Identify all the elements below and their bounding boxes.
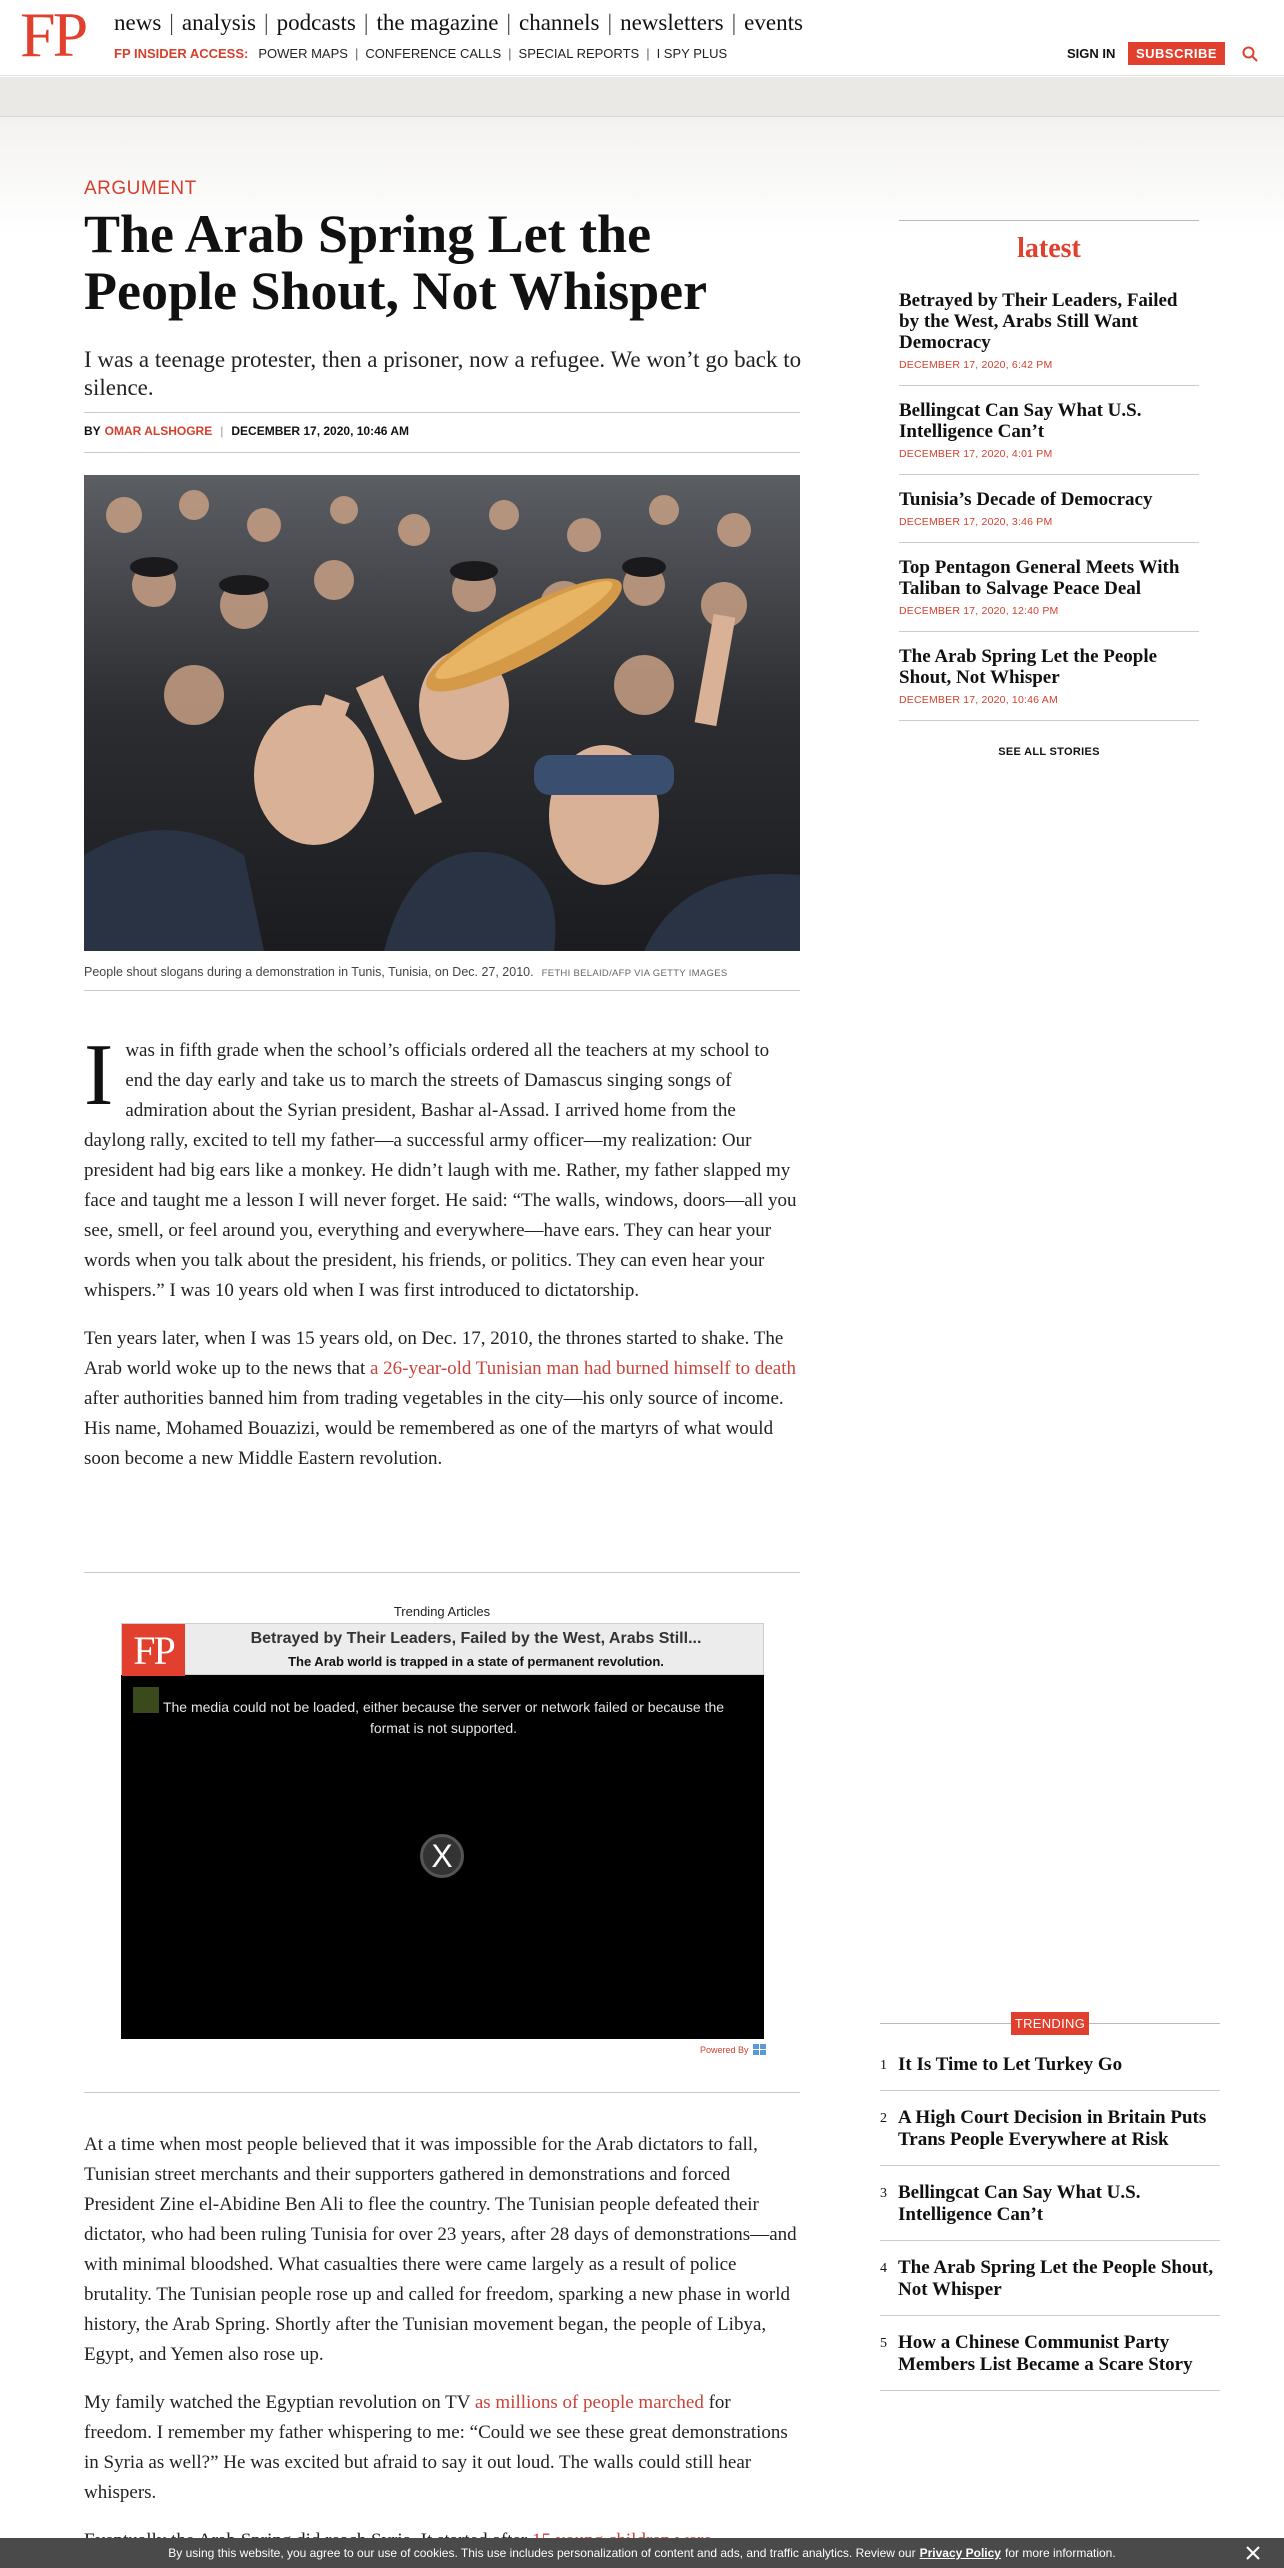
latest-list [899,290,1199,735]
trending-item-title[interactable]: The Arab Spring Let the People Shout, Not Whisper [898,2257,1214,2300]
paragraph-text: My family watched the Egyptian revolution on TV [84,2392,475,2413]
media-error-message: The media could not be loaded, either because the server or network failed or because the format is not supported. [162,1699,725,1736]
paragraph [84,1324,800,1474]
cookie-banner [0,2538,1284,2568]
divider [84,1572,800,1573]
latest-item-date: DECEMBER 17, 2020, 6:42 PM [899,359,1053,371]
provider-logo-icon [753,2044,766,2055]
caption-text: People shout slogans during a demonstration in Tunis, Tunisia, on Dec. 27, 2010. [84,965,534,979]
latest-item-date: DECEMBER 17, 2020, 4:01 PM [899,448,1053,460]
hero-photo [84,475,800,951]
nav-magazine[interactable]: the magazine [376,10,499,35]
paragraph [84,2388,800,2508]
video-subtitle: The Arab world is trapped in a state of permanent revolution. [288,1654,664,1669]
paragraph-text: after authorities banned him from trading vegetables in the city—his only source of income. His name, Mohamed Bouazizi, would be remembered as one of the martyrs of what would soon become a new Middle Eastern revolution. [84,1388,784,1469]
video-title-bar[interactable] [121,1623,764,1675]
subnav-special-reports[interactable]: SPECIAL REPORTS [518,46,640,61]
trending-rank: 1 [880,2058,887,2073]
latest-item-title[interactable]: The Arab Spring Let the People Shout, Not Whisper [899,646,1158,688]
latest-item[interactable] [899,489,1199,543]
trending-item-title[interactable]: It Is Time to Let Turkey Go [898,2054,1123,2075]
ad-band [0,77,1284,117]
latest-item[interactable] [899,290,1199,386]
subscribe-button[interactable]: SUBSCRIBE [1128,42,1225,65]
trending-item[interactable] [880,2048,1220,2091]
article-kicker[interactable]: ARGUMENT [84,178,197,199]
trending-item[interactable] [880,2101,1220,2166]
close-video-button[interactable]: X [420,1834,464,1878]
byline-by: BY [84,424,101,438]
inline-link[interactable]: a 26-year-old Tunisian man had burned himself to death [370,1358,796,1379]
subnav-i-spy-plus[interactable]: I SPY PLUS [656,46,728,61]
article-title: The Arab Spring Let the People Shout, Not Whisper [84,204,708,321]
trending-articles-label: Trending Articles [393,1604,491,1619]
powered-by-label: Powered By [700,2044,749,2055]
trending-item[interactable] [880,2326,1220,2391]
search-icon[interactable] [1242,46,1258,62]
nav-analysis[interactable]: analysis [181,10,256,35]
sign-in-link[interactable]: SIGN IN [1067,46,1116,61]
divider [84,452,800,453]
site-header [0,0,1284,76]
byline: BY OMAR ALSHOGRE | DECEMBER 17, 2020, 10:46 AM [84,424,409,438]
latest-item[interactable] [899,646,1199,721]
divider [84,990,800,991]
latest-item[interactable] [899,400,1199,475]
nav-newsletters[interactable]: newsletters [620,10,724,35]
paragraph-text: for freedom. I remember my father whispering to me: “Could we see these great demonstrations in Syria as well?” He was excited but afraid to say it out loud. The walls could still hear whispers. [84,2392,788,2503]
subnav-power-maps[interactable]: POWER MAPS [258,46,348,61]
trending-rank: 5 [880,2336,887,2351]
latest-item[interactable] [899,557,1199,632]
latest-item-title[interactable]: Top Pentagon General Meets With Taliban to Salvage Peace Deal [899,557,1180,599]
dropcap: I [84,1027,114,1124]
trending-rank: 4 [880,2261,887,2276]
trending-rank: 2 [880,2111,887,2126]
video-player[interactable] [121,1623,764,2039]
latest-item-date: DECEMBER 17, 2020, 3:46 PM [899,516,1053,528]
insider-nav: FP INSIDER ACCESS: POWER MAPS | CONFERENCE CALLS | SPECIAL REPORTS | I SPY PLUS [114,46,728,61]
trending-item[interactable] [880,2176,1220,2241]
author-link[interactable]: OMAR ALSHOGRE [104,424,213,438]
latest-item-title[interactable]: Betrayed by Their Leaders, Failed by the West, Arabs Still Want Democracy [899,290,1178,353]
photo-caption [84,965,727,979]
cookie-text-end: for more information. [1004,2546,1116,2560]
divider [84,412,800,413]
article-body-top [84,1027,800,1492]
article-dek: I was a teenage protester, then a prisoner, now a refugee. We won’t go back to silence. [84,347,802,400]
widget-logo: FP [122,1624,185,1676]
nav-news[interactable]: news [114,10,162,35]
trending-list [880,2048,1220,2401]
trending-item[interactable] [880,2251,1220,2316]
latest-item-title[interactable]: Bellingcat Can Say What U.S. Intelligence Can’t [899,400,1142,442]
latest-item-date: DECEMBER 17, 2020, 10:46 AM [899,694,1058,706]
article-body-bottom [84,2130,800,2568]
paragraph: At a time when most people believed that it was impossible for the Arab dictators to fall, Tunisian street merchants and their supporters gathered in demonstrations and forced President Zine el-Abidine Ben Ali to flee the country. The Tunisian people defeated their dictator, who had been ruling Tunisia for over 23 years, after 28 days of demonstrations—and with minimal bloodshed. What casualties there were came largely as a result of police brutality. The Tunisian people rose up and called for freedom, sparking a new phase in world history, the Arab Spring. Shortly after the Tunisian movement began, the people of Libya, Egypt, and Yemen also rose up. [84,2134,797,2365]
close-icon[interactable] [1246,2546,1260,2560]
video-headline[interactable]: Betrayed by Their Leaders, Failed by the West, Arabs Still... [250,1630,702,1647]
insider-label: FP INSIDER ACCESS: [114,46,249,61]
paragraph-text: Ten years later, when I was 15 years old, on Dec. 17, 2010, the thrones started to shake. The Arab world woke up to the news that [84,1328,784,1379]
trending-item-title[interactable]: A High Court Decision in Britain Puts Trans People Everywhere at Risk [898,2107,1207,2150]
paragraph-text: was in fifth grade when the school’s officials ordered all the teachers at my school to end the day early and take us to march the streets of Damascus singing songs of admiration about the Syrian president, Bashar al-Assad. I arrived home from the daylong rally, excited to tell my father—a successful army officer—my realization: Our president had big ears like a monkey. He didn’t laugh with me. Rather, my father slapped my face and taught me a lesson I will never forget. He said: “The walls, windows, doors—all you see, smell, or feel around you, everything and everywhere—have ears. They can hear your words when you talk about the president, his friends, or politics. They can even hear your whispers.” I was 10 years old when I was first introduced to dictatorship. [84,1040,797,1301]
powered-by[interactable] [700,2044,766,2055]
trending-rank: 3 [880,2186,887,2201]
latest-item-date: DECEMBER 17, 2020, 12:40 PM [899,605,1059,617]
nav-events[interactable]: events [744,10,803,35]
subnav-conference-calls[interactable]: CONFERENCE CALLS [365,46,502,61]
publish-date: DECEMBER 17, 2020, 10:46 AM [231,424,409,438]
privacy-policy-link[interactable]: Privacy Policy [919,2546,1001,2560]
divider [84,2092,800,2093]
trending-badge: TRENDING [1011,2012,1089,2035]
nav-channels[interactable]: channels [519,10,600,35]
see-all-stories-link[interactable]: SEE ALL STORIES [998,746,1100,758]
inline-link[interactable]: as millions of people marched [474,2392,704,2413]
photo-credit: FETHI BELAID/AFP VIA GETTY IMAGES [541,968,728,979]
cookie-text: By using this website, you agree to our use of cookies. This use includes personalization of content and ads, and traffic analytics. Review our [168,2546,916,2560]
nav-podcasts[interactable]: podcasts [276,10,356,35]
trending-item-title[interactable]: How a Chinese Communist Party Members List Became a Scare Story [898,2332,1193,2375]
paragraph [84,1027,800,1306]
latest-item-title[interactable]: Tunisia’s Decade of Democracy [899,489,1153,510]
trending-item-title[interactable]: Bellingcat Can Say What U.S. Intelligence Can’t [898,2182,1141,2225]
main-nav: news | analysis | podcasts | the magazine | channels | newsletters | events [114,10,803,35]
divider [899,220,1199,221]
latest-heading: latest [1017,233,1081,264]
fp-logo[interactable]: FP [20,0,86,70]
